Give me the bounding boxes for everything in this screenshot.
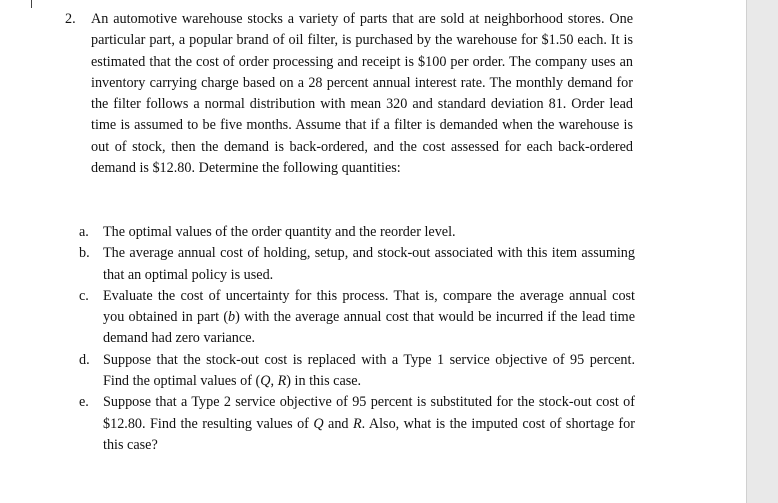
- text-segment: Evaluate the cost of uncertainty for this process. That is, compare the average annual cost you obtained in part (: [103, 287, 635, 326]
- problem-text: An automotive warehouse stocks a variety of parts that are sold at neighborhood stores. One particular part, a popular brand of oil filter, is purchased by the warehouse for $1.50 each. It is estimated that the cost of order processing and receipt is $100 per order. The company uses an inventory carrying charge based on a 28 percent annual interest rate. The monthly demand for the filter follows a normal distribution with mean 320 and standard deviation 81. Order lead time is assumed to be five months. Assume that if a filter is demanded when the warehouse is out of stock, then the demand is back-ordered, and the cost assessed for each back-ordered demand is $12.80. Determine the following quantities:: [91, 11, 633, 177]
- text-segment: ) in this case.: [286, 373, 362, 390]
- subpart-marker: a.: [79, 224, 89, 240]
- problem-number: 2.: [65, 11, 76, 27]
- subpart-marker: e.: [79, 394, 89, 411]
- italic-var-r: R: [352, 415, 362, 432]
- text-segment: . Also, what is the imputed cost of shortage for this case?: [103, 415, 635, 453]
- subparts-list: [79, 222, 635, 456]
- subpart-a: [79, 222, 635, 243]
- subpart-d: [79, 350, 635, 393]
- text-cursor-mark: [31, 0, 32, 8]
- subpart-e: [79, 392, 635, 456]
- italic-var-q: Q: [313, 415, 324, 432]
- subpart-b: [79, 243, 635, 286]
- subpart-marker: b.: [79, 245, 90, 262]
- text-segment: ,: [270, 373, 278, 390]
- text-segment: ) with the average annual cost that would be incurred if the lead time demand had zero variance.: [103, 309, 635, 347]
- italic-var-q: Q: [260, 373, 271, 390]
- subpart-marker: d.: [79, 351, 90, 368]
- subpart-text: The average annual cost of holding, setup, and stock-out associated with this item assuming that an optimal policy is used.: [103, 245, 635, 283]
- text-segment: and: [323, 415, 353, 432]
- italic-part-ref: b: [228, 309, 236, 326]
- text-segment: Suppose that a Type 2 service objective of 95 percent is substituted for the stock-out cost of $12.80. Find the resulting values of: [103, 394, 635, 432]
- subpart-text: [103, 392, 635, 456]
- subpart-marker: c.: [79, 287, 89, 304]
- subpart-text: The optimal values of the order quantity and the reorder level.: [103, 224, 456, 240]
- subpart-c: [79, 286, 635, 350]
- subpart-text: [103, 350, 635, 393]
- text-segment: Suppose that the stock-out cost is replaced with a Type 1 service objective of 95 percent. Find the optimal values of (: [103, 351, 635, 390]
- window-side-gutter: [746, 0, 778, 503]
- subpart-text: [103, 286, 635, 350]
- italic-var-r: R: [277, 373, 287, 390]
